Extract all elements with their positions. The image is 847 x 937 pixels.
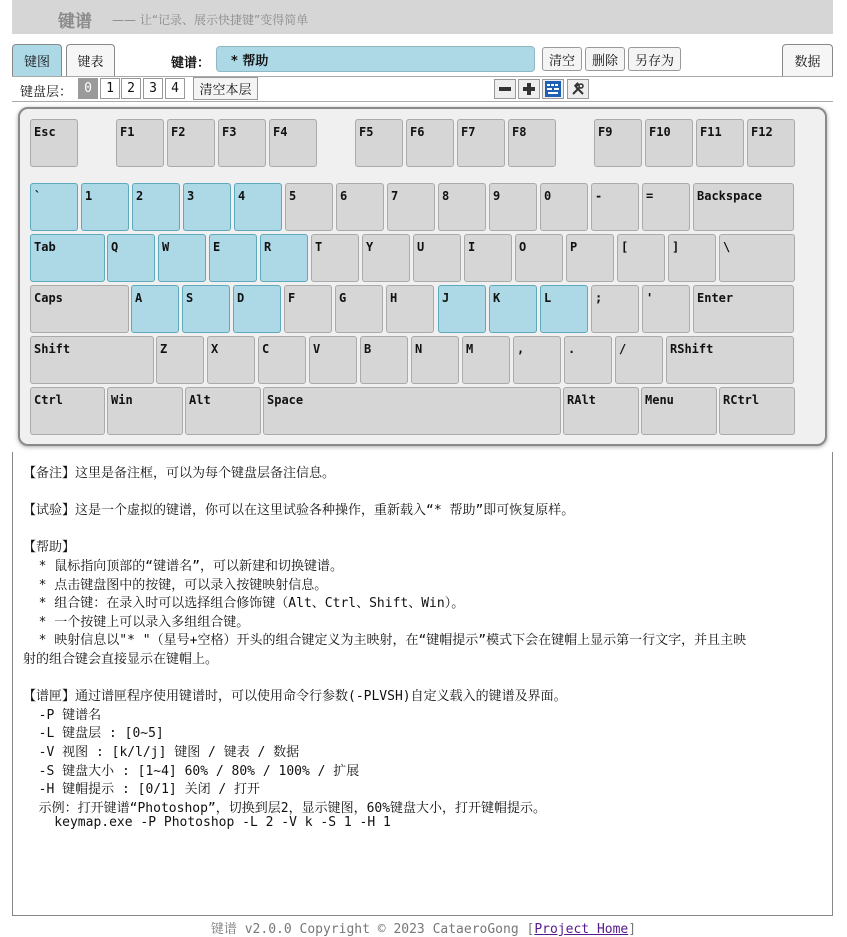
plus-icon [522,82,536,96]
key-sym1-12[interactable]: = [642,183,690,231]
project-home-link[interactable]: Project Home [534,922,629,937]
key-f9[interactable]: F9 [594,119,642,167]
key-f[interactable]: F [284,285,332,333]
clear-layer-button[interactable]: 清空本层 [193,77,258,100]
key-win[interactable]: Win [107,387,183,435]
footer-copyright: 键谱 v2.0.0 Copyright © 2023 CataeroGong [ [210,922,535,937]
key-space[interactable]: Space [263,387,561,435]
key-7[interactable]: 7 [387,183,435,231]
key-sym4-8[interactable]: , [513,336,561,384]
title-bar [12,0,833,34]
tools-button[interactable] [567,79,589,99]
key-m[interactable]: M [462,336,510,384]
clear-button[interactable]: 清空 [542,47,582,71]
note-line: 示例：打开键谱“Photoshop”，切换到层2，显示键图，60%键盘大小，打开键帽提示。 [23,800,547,816]
footer-bracket: ] [628,922,637,937]
key-a[interactable]: A [131,285,179,333]
key-z[interactable]: Z [156,336,204,384]
key-f6[interactable]: F6 [406,119,454,167]
key-ralt[interactable]: RAlt [563,387,639,435]
key-h[interactable]: H [386,285,434,333]
key-6[interactable]: 6 [336,183,384,231]
key-c[interactable]: C [258,336,306,384]
key-f4[interactable]: F4 [269,119,317,167]
tools-icon [571,82,585,96]
key-menu[interactable]: Menu [641,387,717,435]
keycap-hint-button[interactable] [542,79,564,99]
keymap-name-label: 键谱： [171,56,211,71]
key-ctrl[interactable]: Ctrl [30,387,105,435]
key-t[interactable]: T [311,234,359,282]
key-sym1-11[interactable]: - [591,183,639,231]
note-line: -L 键盘层 : [0~5] [23,726,164,742]
key-b[interactable]: B [360,336,408,384]
note-line: -V 视图 : [k/l/j] 键图 / 键表 / 数据 [23,745,300,760]
key-sym4-10[interactable]: / [615,336,663,384]
note-line: -S 键盘大小 : [1~4] 60% / 80% / 100% / 扩展 [23,763,360,779]
key-9[interactable]: 9 [489,183,537,231]
minus-icon [498,82,512,96]
key-i[interactable]: I [464,234,512,282]
key-f5[interactable]: F5 [355,119,403,167]
key-u[interactable]: U [413,234,461,282]
key-sym3-10[interactable]: ; [591,285,639,333]
key-8[interactable]: 8 [438,183,486,231]
key-esc[interactable]: Esc [30,119,78,167]
key-enter[interactable]: Enter [693,285,794,333]
key-q[interactable]: Q [107,234,155,282]
key-3[interactable]: 3 [183,183,231,231]
key-f1[interactable]: F1 [116,119,164,167]
key-4[interactable]: 4 [234,183,282,231]
key-w[interactable]: W [158,234,206,282]
key-e[interactable]: E [209,234,257,282]
key-n[interactable]: N [411,336,459,384]
keyboard-map-icon [545,81,561,97]
key-sym2-11[interactable]: [ [617,234,665,282]
keymap-name-input[interactable] [216,46,535,72]
key-f2[interactable]: F2 [167,119,215,167]
key-sym4-9[interactable]: . [564,336,612,384]
save-as-button[interactable]: 另存为 [628,47,681,71]
key-rshift[interactable]: RShift [666,336,794,384]
key-f8[interactable]: F8 [508,119,556,167]
note-line: 射的组合键会直接显示在键帽上。 [23,652,219,667]
layer-2-button[interactable]: 2 [121,78,141,99]
key-f7[interactable]: F7 [457,119,505,167]
key-k[interactable]: K [489,285,537,333]
note-line: 【帮助】 [23,540,76,556]
key-v[interactable]: V [309,336,357,384]
key-d[interactable]: D [233,285,281,333]
note-line: * 鼠标指向顶部的“键谱名”，可以新建和切换键谱。 [23,559,343,574]
notes-box[interactable] [12,452,833,916]
key-l[interactable]: L [540,285,588,333]
app-name: 键谱 [58,12,92,32]
key-f12[interactable]: F12 [747,119,795,167]
layer-1-button[interactable]: 1 [100,78,120,99]
key-backspace[interactable]: Backspace [693,183,794,231]
shrink-keyboard-button[interactable] [494,79,516,99]
note-line: 【备注】这里是备注框，可以为每个键盘层备注信息。 [23,466,336,481]
note-line: 【谱匣】通过谱匣程序使用键谱时，可以使用命令行参数(-PLVSH)自定义载入的键谱及界面。 [23,689,567,705]
key-x[interactable]: X [207,336,255,384]
layer-4-button[interactable]: 4 [165,78,185,99]
tab-data-view[interactable]: 数据 [782,44,833,76]
note-line: * 映射信息以"* "（星号+空格）开头的组合键定义为主映射，在“键帽提示”模式下会在键帽上显示第一行文字，并且主映 [23,633,747,649]
key-1[interactable]: 1 [81,183,129,231]
key-f10[interactable]: F10 [645,119,693,167]
tab-keytable-view[interactable]: 键表 [66,44,115,76]
app-slogan: —— 让“记录、展示快捷键”变得简单 [112,13,309,27]
key-2[interactable]: 2 [132,183,180,231]
note-line: -P 键谱名 [23,707,102,723]
note-line: * 一个按键上可以录入多组组合键。 [23,614,250,630]
key-sym3-11[interactable]: ' [642,285,690,333]
layer-0-button[interactable]: 0 [78,78,98,99]
key-g[interactable]: G [335,285,383,333]
key-f3[interactable]: F3 [218,119,266,167]
note-line: * 点击键盘图中的按键，可以录入按键映射信息。 [23,577,328,593]
key-0[interactable]: 0 [540,183,588,231]
keyboard-diagram [18,107,827,446]
note-line: 【试验】这是一个虚拟的键谱，你可以在这里试验各种操作，重新载入“* 帮助”即可恢复原样。 [23,503,575,519]
key-caps[interactable]: Caps [30,285,129,333]
key-y[interactable]: Y [362,234,410,282]
key-j[interactable]: J [438,285,486,333]
key-s[interactable]: S [182,285,230,333]
layer-3-button[interactable]: 3 [143,78,163,99]
layer-label: 键盘层： [20,85,73,100]
key-sym2-12[interactable]: ] [668,234,716,282]
key-sym1-0[interactable]: ` [30,183,78,231]
key-alt[interactable]: Alt [185,387,261,435]
key-5[interactable]: 5 [285,183,333,231]
enlarge-keyboard-button[interactable] [518,79,540,99]
note-line: keymap.exe -P Photoshop -L 2 -V k -S 1 -H 1 [23,815,391,831]
note-line: -H 键帽提示 : [0/1] 关闭 / 打开 [23,782,261,798]
tab-keymap-view[interactable]: 键图 [12,44,62,76]
key-r[interactable]: R [260,234,308,282]
key-rctrl[interactable]: RCtrl [719,387,795,435]
note-line: * 组合键：在录入时可以选择组合修饰键（Alt、Ctrl、Shift、Win）。 [23,596,465,612]
key-o[interactable]: O [515,234,563,282]
key-p[interactable]: P [566,234,614,282]
footer [0,918,847,937]
delete-button[interactable]: 删除 [585,47,625,71]
key-shift[interactable]: Shift [30,336,154,384]
key-sym2-13[interactable]: \ [719,234,795,282]
key-f11[interactable]: F11 [696,119,744,167]
key-tab[interactable]: Tab [30,234,105,282]
